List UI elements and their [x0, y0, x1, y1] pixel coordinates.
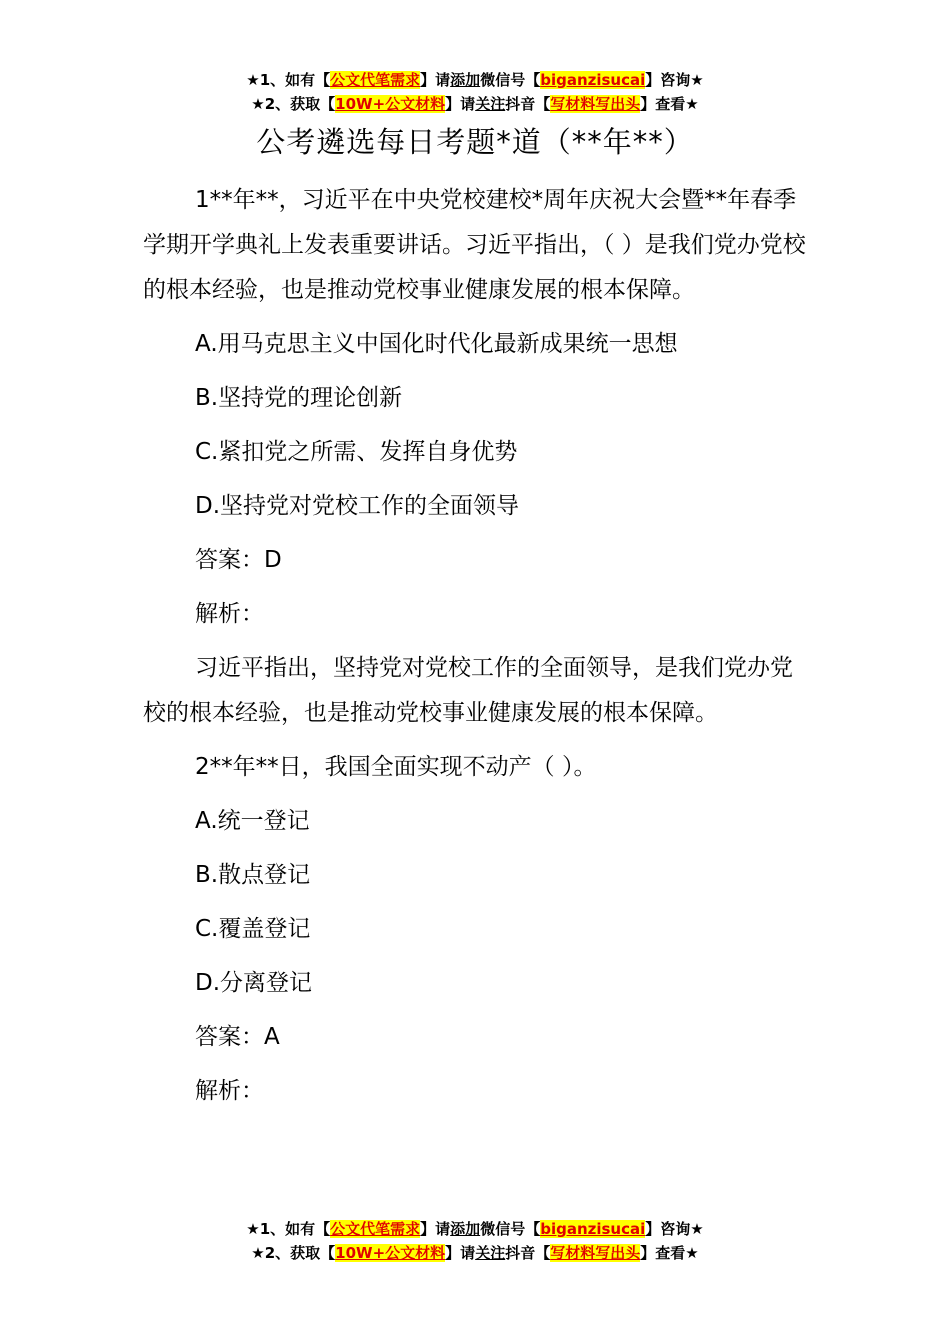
question-2-option-c: C.覆盖登记	[195, 916, 311, 942]
star-icon: ★	[246, 71, 260, 89]
star-icon: ★	[251, 1244, 265, 1262]
banner-line-2: ★2、获取【10W+公文材料】请关注抖音【写材料写出头】查看★	[251, 1244, 699, 1262]
star-icon: ★	[690, 71, 704, 89]
banner-line-1: ★1、如有【公文代笔需求】请添加微信号【biganzisucai】咨询★	[246, 71, 704, 89]
wechat-id: biganzisucai	[540, 1220, 646, 1238]
douyin-account: 写材料写出头	[550, 95, 641, 113]
page-title: 公考遴选每日考题*道（**年**）	[256, 125, 694, 159]
materials-highlight: 10W+公文材料	[335, 95, 446, 113]
service-highlight: 公文代笔需求	[330, 1220, 421, 1238]
douyin-account: 写材料写出头	[550, 1244, 641, 1262]
question-1-analysis-label: 解析：	[195, 601, 264, 627]
service-highlight: 公文代笔需求	[330, 71, 421, 89]
question-1-stem: 1**年**，习近平在中央党校建校*周年庆祝大会暨**年春季学期开学典礼上发表重要讲话。习近平指出，（ ）是我们党办党校的根本经验，也是推动党校事业健康发展的根本保障。	[143, 187, 806, 303]
question-2-analysis-label: 解析：	[195, 1078, 264, 1104]
question-1-option-b: B.坚持党的理论创新	[195, 385, 403, 411]
question-2-option-b: B.散点登记	[195, 862, 311, 888]
banner-line-1: ★1、如有【公文代笔需求】请添加微信号【biganzisucai】咨询★	[246, 1220, 704, 1238]
materials-highlight: 10W+公文材料	[335, 1244, 446, 1262]
question-1-answer: 答案：D	[195, 547, 282, 573]
question-1-analysis: 习近平指出，坚持党对党校工作的全面领导，是我们党办党校的根本经验，也是推动党校事业健康发展的根本保障。	[143, 655, 793, 726]
star-icon: ★	[246, 1220, 260, 1238]
wechat-id: biganzisucai	[540, 71, 646, 89]
question-2-option-a: A.统一登记	[195, 808, 310, 834]
header-banner	[0, 68, 950, 116]
footer-banner	[0, 1217, 950, 1265]
banner-line-2: ★2、获取【10W+公文材料】请关注抖音【写材料写出头】查看★	[251, 95, 699, 113]
question-2-option-d: D.分离登记	[195, 970, 313, 996]
document-body	[143, 178, 813, 1123]
question-2-answer: 答案：A	[195, 1024, 280, 1050]
star-icon: ★	[685, 95, 699, 113]
question-1-option-a: A.用马克思主义中国化时代化最新成果统一思想	[195, 331, 678, 357]
star-icon: ★	[251, 95, 265, 113]
star-icon: ★	[690, 1220, 704, 1238]
question-1-option-d: D.坚持党对党校工作的全面领导	[195, 493, 520, 519]
question-2-stem: 2**年**日，我国全面实现不动产（ ）。	[195, 754, 597, 780]
question-1-option-c: C.紧扣党之所需、发挥自身优势	[195, 439, 518, 465]
star-icon: ★	[685, 1244, 699, 1262]
